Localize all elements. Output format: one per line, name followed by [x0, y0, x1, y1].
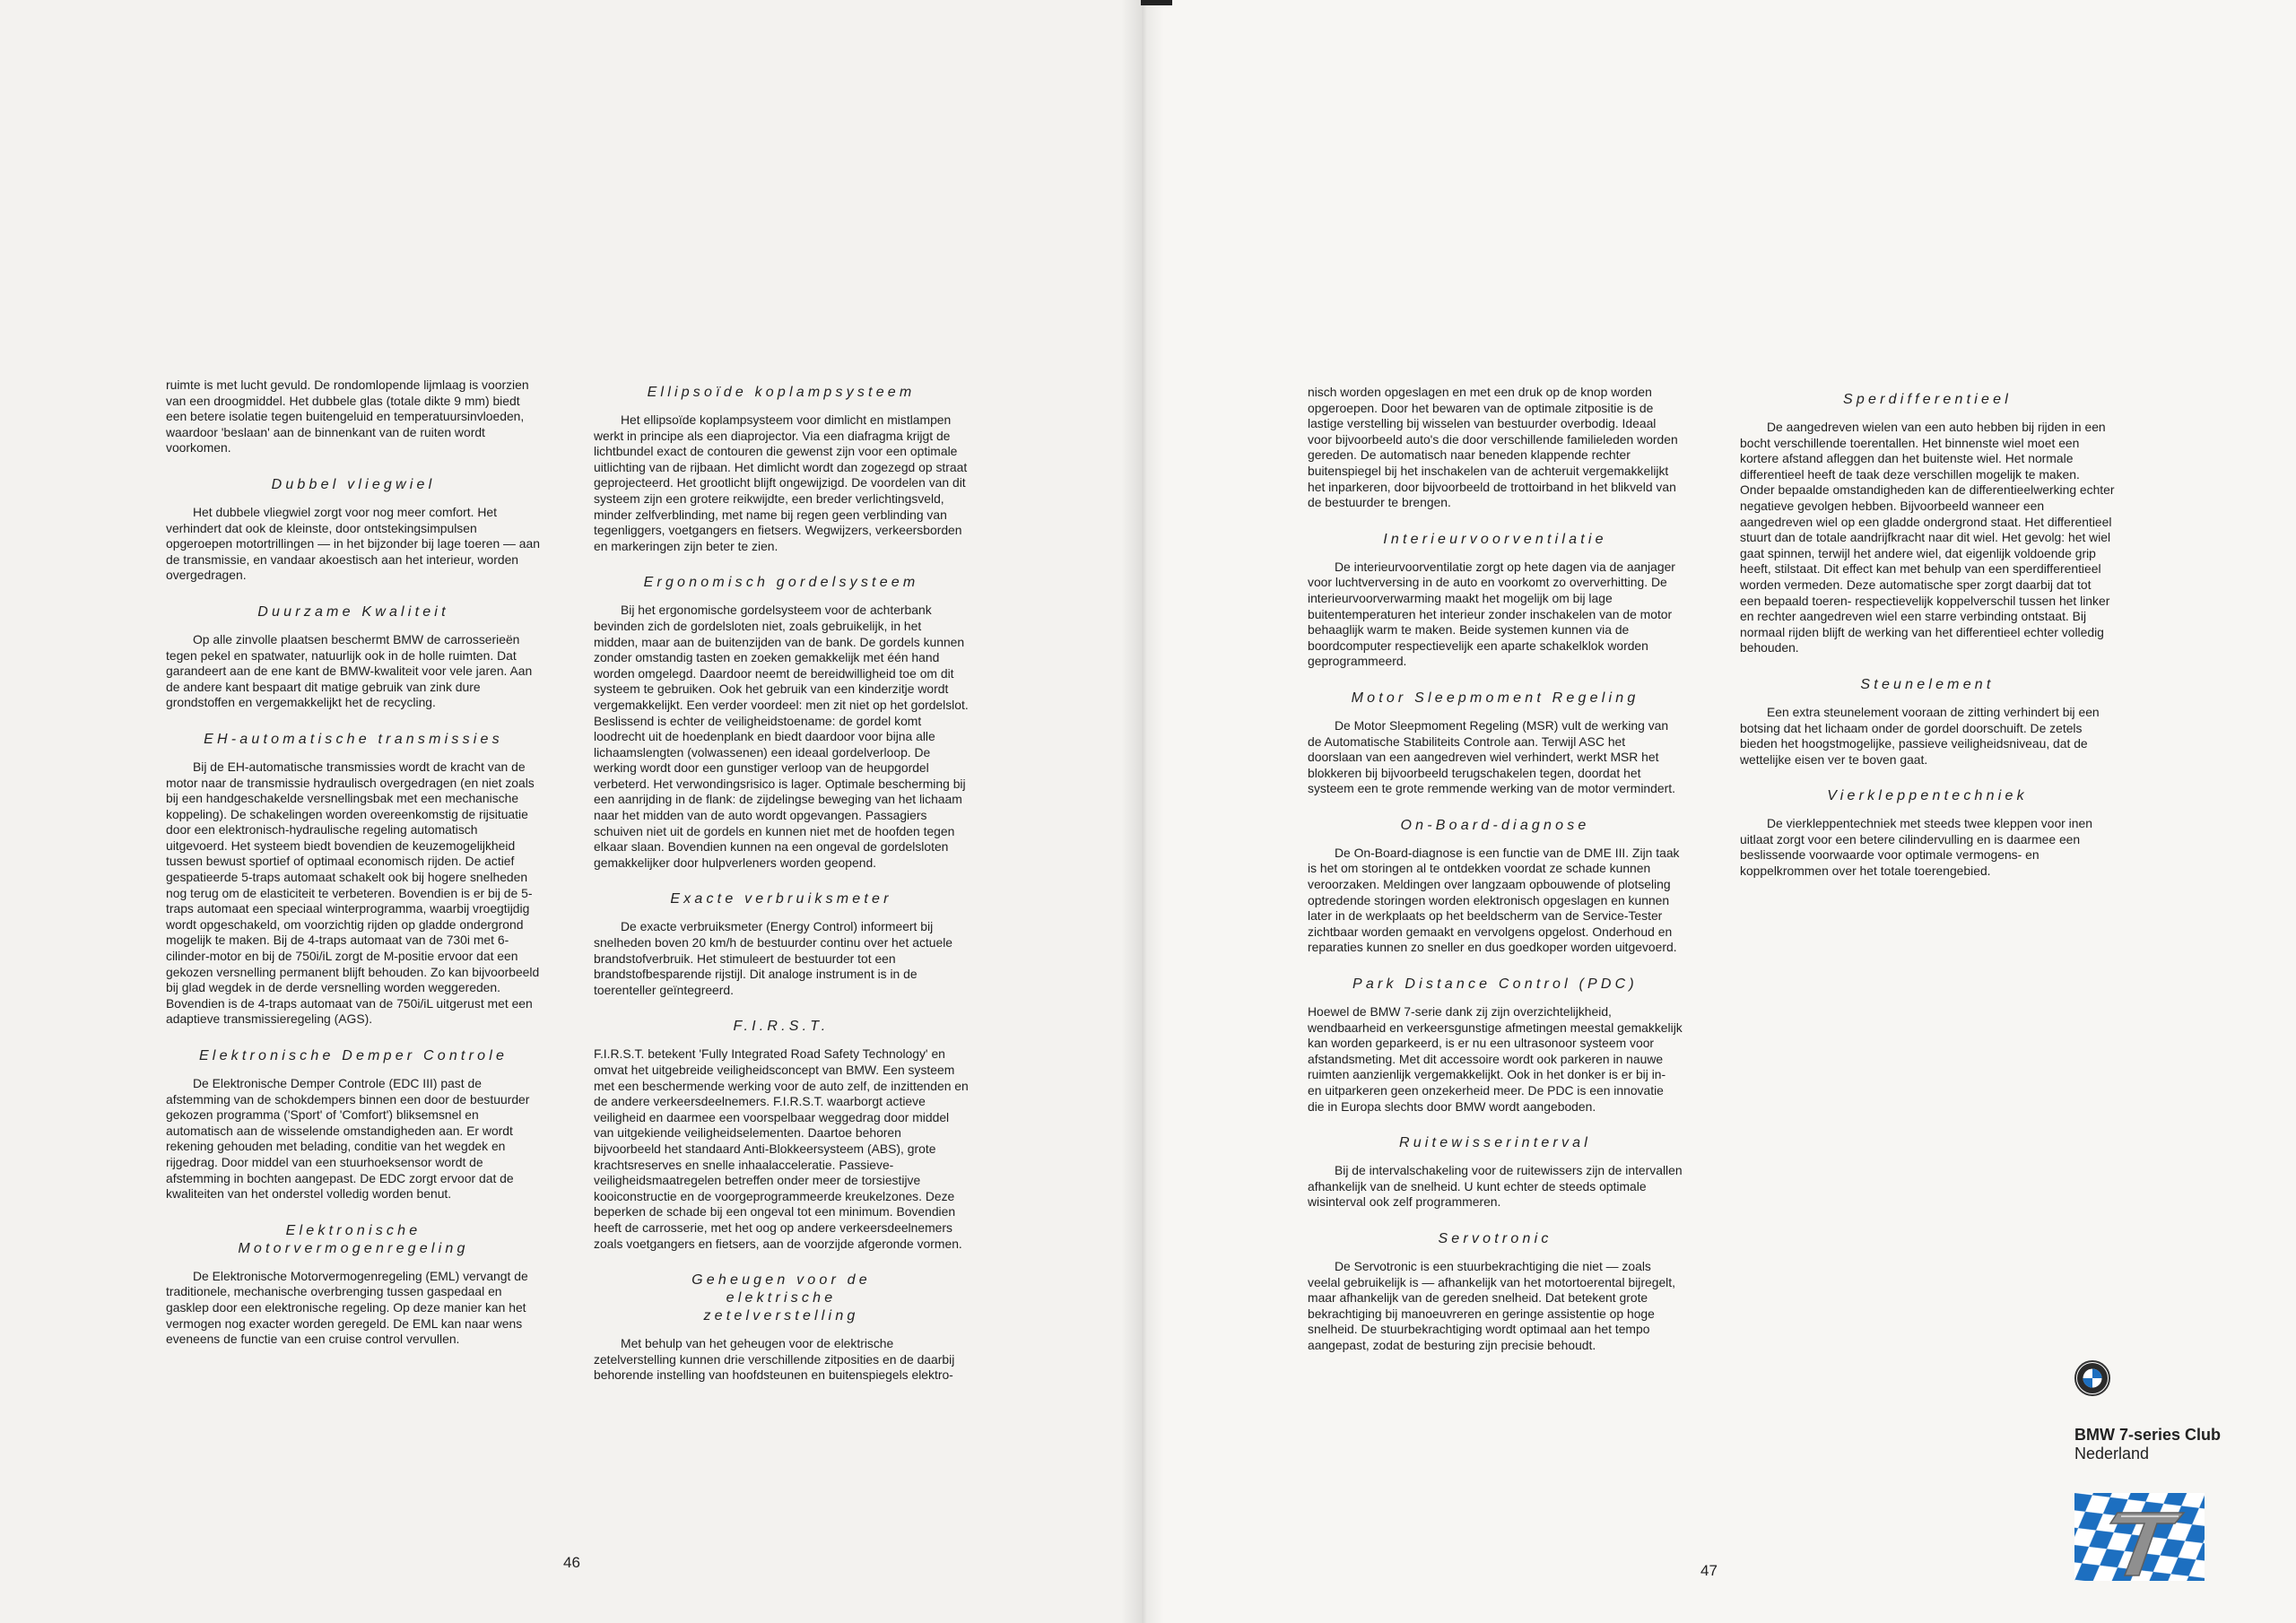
top-edge-strip [1141, 0, 1172, 5]
section-heading: Duurzame Kwaliteit [257, 603, 449, 620]
section [594, 1271, 969, 1384]
section-body: De Motor Sleepmoment Regeling (MSR) vult de werking van de Automatische Stabiliteits Controle aan. Terwijl ASC het doorslaan van een aangedreven wiel verhindert, werkt MSR het blokkeren bij bijvoorbeeld terugschakelen tegen, doordat het systeem een te grote remmende werking van de motor vermindert. [1308, 717, 1675, 796]
section-heading: Servotronic [1438, 1230, 1552, 1246]
section-body: De exacte verbruiksmeter (Energy Control) informeert bij snelheden boven 20 km/h de bestuurder continu over het actuele brandstofverbruik. Het stimuleert de bestuurder tot een brandstofbesparende rijstijl. Dit analoge instrument is in de toerenteller geïntegreerd. [594, 919, 953, 997]
section [1308, 1230, 1683, 1354]
section-body: Bij de EH-automatische transmissies wordt de kracht van de motor naar de transmissie hydraulisch overgedragen (en niet zoals bij een handgeschakelde versnellingsbak met een mechanische koppeling). De schakelingen worden overeenkomstig de rijsituatie door een elektronisch-hydraulische regeling automatisch uitgevoerd. Het systeem biedt bovendien de keuzemogelijkheid tussen bewust sportief of optimaal economisch rijden. De actief gespatieerde 5-traps automaat schakelt ook bij hogere snelheden nog terug om de elasticiteit te verbeteren. Bovendien is er bij de 5-traps automaat een speciaal winterprogramma, waarbij vroegtijdig wordt opgeschakeld, om voorzichtig rijden op gladde ondergrond mogelijk te maken. Bij de 4-traps automaat van de 730i met 6-cilinder-motor en bij de 750i/iL zorgt de M-positie ervoor dat een gekozen versnelling permanent blijft behouden. Zo kan bijvoorbeeld bij glad wegdek in de derde versnelling worden weggereden. Bovendien is de 4-traps automaat van de 750i/iL uitgerust met een adaptieve transmissieregeling (AGS). [166, 759, 540, 1027]
page-number-left: 46 [563, 1554, 580, 1571]
right-page-column-2 [1740, 391, 2115, 880]
section-heading: Elektronische Demper Controle [198, 1048, 509, 1063]
section [1308, 817, 1683, 956]
section-heading: Steunelement [1860, 676, 1995, 692]
page-number-right: 47 [1700, 1562, 1718, 1579]
section-body: Op alle zinvolle plaatsen beschermt BMW de carrosserieën tegen pekel en spatwater, natuurlijk ook in de holle ruimten. Dat garandeert aan de ene kant de BMW-kwaliteit voor vele jaren. Aan de andere kant bespaart dit matige gebruik van zink dure grondstoffen en vergemakkelijkt het de recycling. [166, 631, 533, 710]
section-heading: Vierkleppentechniek [1827, 788, 2028, 804]
section-heading: Motor Sleepmoment Regeling [1351, 690, 1639, 706]
section-heading: On-Board-diagnose [1400, 817, 1590, 833]
club-name-line-2: Nederland [2074, 1445, 2150, 1462]
section [166, 1222, 541, 1348]
section [1308, 1134, 1683, 1211]
section-heading: Ellipsoïde koplampsysteem [647, 385, 916, 400]
section [1740, 787, 2115, 879]
section-heading: Park Distance Control (PDC) [1352, 976, 1638, 993]
section [166, 603, 541, 711]
section [166, 476, 541, 584]
section-body: De Elektronische Demper Controle (EDC III) past de afstemming van de schokdempers binnen een door de bestuurder gekozen programma ('Sport' of 'Comfort') bliksemsnel en automatisch aan de wisselende omstandigheden aan. Er wordt rekening gehouden met belading, conditie van het wegdek en rijgedrag. Door middel van een stuurhoeksensor wordt de afstemming in bochten aangepast. De EDC zorgt ervoor dat de kwaliteiten van het onderstel volledig worden benut. [166, 1076, 530, 1202]
section-heading: Dubbel vliegwiel [271, 476, 436, 492]
section [1740, 391, 2115, 656]
column-intro-paragraph: nisch worden opgeslagen en met een druk op de knop worden opgeroepen. Door het bewaren van de optimale zitpositie is de lastige verstelling bij wisselen van bestuurder overbodig. Ideaal voor bijvoorbeeld auto's die door verschillende familieleden worden gereden. De automatisch naar beneden klappende rechter buitenspiegel bij het inschakelen van de achteruit vergemakkelijkt het inparkeren, door bijvoorbeeld de trottoirband in het blikveld van de bestuurder te brengen. [1308, 385, 1678, 510]
section [166, 1047, 541, 1202]
section-heading: EH-automatische transmissies [204, 731, 503, 747]
club-name [2074, 1426, 2221, 1463]
section-body: Het dubbele vliegwiel zorgt voor nog meer comfort. Het verhindert dat ook de kleinste, door ontstekingsimpulsen opgeroepen motortrillingen — in het bijzonder bij lage toeren — aan de transmissie, en vandaar akoestisch aan het interieur, worden overgedragen. [166, 504, 540, 583]
section [594, 384, 969, 554]
section-heading: F.I.R.S.T. [733, 1019, 830, 1035]
section-body: F.I.R.S.T. betekent 'Fully Integrated Road Safety Technology' en omvat het uitgebreide veiligheidsconcept van BMW. Een systeem met een beschermende werking voor de auto zelf, de inzittenden en de andere verkeersdeelnemers. F.I.R.S.T. waarborgt actieve veiligheid en daarmee een voorspelbaar weggedrag door middel van uitgekiende veiligheidselementen. Daartoe behoren bijvoorbeeld het standaard Anti-Blokkeersysteem (ABS), grote krachtsreserves en snelle inhaalacceleratie. Passieve-veiligheidsmaatregelen betreffen onder meer de torsiestijve kooiconstructie en de voorgeprogrammeerde kreukelzones. Deze beperken de schade bij een ongeval tot een minimum. Bovendien heeft de carrosserie, met het oog op andere verkeersdeelnemers zoals voetgangers en fietsers, aan de voorzijde afgeronde vormen. [594, 1046, 969, 1251]
section-heading: Geheugen voor de elektrische zetelverstelling [691, 1272, 871, 1324]
section [1308, 531, 1683, 670]
section [1308, 690, 1683, 797]
club-name-line-1: BMW 7-series Club [2074, 1426, 2222, 1444]
left-page-column-1 [166, 378, 541, 1348]
section-body: De vierkleppentechniek met steeds twee kleppen voor inen uitlaat zorgt voor een betere cilindervulling en is daarmee een beslissende voorwaarde voor optimale vermogens- en koppelkrommen over het totale toerengebied. [1740, 816, 2092, 879]
section-body: De On-Board-diagnose is een functie van de DME III. Zijn taak is het om storingen al te ontdekken voordat ze schade kunnen veroorzaken. Meldingen over langzaam opbouwende of plotseling optredende storingen worden elektronisch opgeslagen en kunnen later in de werkplaats op het beeldscherm van de Service-Tester zichtbaar worden gemaakt en vervolgens opgelost. Onderhoud en reparaties kunnen zo sneller en dus goedkoper worden uitgevoerd. [1308, 845, 1680, 955]
section-body: De interieurvoorventilatie zorgt op hete dagen via de aanjager voor luchtverversing in de auto en voorkomt zo oververhitting. De interieurvoorverwarming maakt het mogelijk om bij lage buitentemperaturen het interieur zonder inschakelen van de motor behaaglijk warm te maken. Beide systemen kunnen via de boordcomputer respectievelijk een aparte schakelklok worden geprogrammeerd. [1308, 559, 1675, 669]
section [594, 574, 969, 871]
section-body: De Elektronische Motorvermogenregeling (EML) vervangt de traditionele, mechanische overbrenging tussen gaspedaal en gasklep door een elektronische regeling. Op deze manier kan het vermogen nog exacter worden geregeld. De EML kan naar wens eveneens de functie van een cruise control vervullen. [166, 1268, 528, 1347]
section [1740, 676, 2115, 768]
bavarian-flag-7-logo [2074, 1493, 2205, 1581]
section-body: Een extra steunelement vooraan de zitting verhindert bij een botsing dat het lichaam onder de gordel doorschuift. De zetels bieden het hoogstmogelijke, passieve veiligheidsniveau, dat de wettelijke eisen ver te boven gaat. [1740, 704, 2100, 767]
section-body: Bij de intervalschakeling voor de ruitewissers zijn de intervallen afhankelijk van de snelheid. U kunt echter de steeds optimale wisinterval ook zelf programmeren. [1308, 1163, 1683, 1210]
section [594, 1018, 969, 1252]
book-gutter [1121, 0, 1164, 1623]
section-body: De aangedreven wielen van een auto hebben bij rijden in een bocht verschillende toerentallen. Het binnenste wiel moet een kortere afstand afleggen dan het buitenste wiel. Het normale differentieel heeft de taak deze verschillen mogelijk te maken. Onder bepaalde omstandigheden kan de differentieelwerking echter negatieve gevolgen hebben. Bijvoorbeeld wanneer een aangedreven wiel op een gladde ondergrond staat. Het differentieel stuurt dan de totale aandrijfkracht naar dit wiel. Het gevolg: het wiel gaat spinnen, terwijl het andere wiel, dat eigenlijk voldoende grip heeft, stilstaat. Dit effect kan met behulp van een sperdifferentieel worden vermeden. Deze automatische sper zorgt daarbij dat tot een bepaald toeren- respectievelijk koppelverschil tussen het linker en rechter aangedreven wiel een starre verbinding ontstaat. Bij normaal rijden blijft de werking van het differentieel echter volledig behouden. [1740, 420, 2115, 655]
right-page-column-1 [1308, 385, 1683, 1354]
section-body: Met behulp van het geheugen voor de elektrische zetelverstelling kunnen drie verschillende zitposities en de daarbij behorende instelling van hoofdsteunen en buitenspiegels elektro- [594, 1336, 955, 1383]
section-body: De Servotronic is een stuurbekrachtiging die niet — zoals veelal gebruikelijk is — afhankelijk van het motortoerental bijregelt, maar afhankelijk van de gereden snelheid. Dat betekent grote bekrachtiging bij manoeuvreren en geringe assistentie op hoge snelheid. De stuurbekrachtiging wordt optimaal aan het tempo aangepast, zodat de besturing zijn precisie behoudt. [1308, 1258, 1675, 1352]
section-body: Het ellipsoïde koplampsysteem voor dimlicht en mistlampen werkt in principe als een diaprojector. Via een diafragma krijgt de lichtbundel exact de contouren die gewenst zijn voor een optimale uitlichting van de rijbaan. Het dimlicht wordt dan zogezegd op straat geprojecteerd. Het grootlicht blijft ongewijzigd. De voordelen van dit systeem zijn een grotere reikwijdte, een breder verlichtingsveld, minder zelfverblinding, met name bij regen geen verblinding van tegenliggers, voetgangers en fietsers. Wegwijzers, verkeersborden en markeringen zijn beter te zien. [594, 412, 968, 553]
section-body: Hoewel de BMW 7-serie dank zij zijn overzichtelijkheid, wendbaarheid en verkeersgunstige afmetingen meestal gemakkelijk kan worden geparkeerd, is er nu een ultrasonoor systeem voor afstandsmeting. Met dit accessoire wordt ook parkeren in nauwe ruimten aanzienlijk vergemakkelijkt. Ook in het donker is er bij in- en uitparkeren geen onzekerheid meer. De PDC is een innovatie die in Europa slechts door BMW wordt aangeboden. [1308, 1004, 1683, 1114]
bmw-roundel-icon [2074, 1360, 2110, 1396]
section-body: Bij het ergonomische gordelsysteem voor de achterbank bevinden zich de gordelsloten niet, zoals gebruikelijk, in het midden, maar aan de buitenzijden van de bank. De gordels kunnen zonder omstandig tasten en zoeken gemakkelijk met één hand worden omgelegd. Daardoor neemt de bereidwilligheid toe om dit systeem te gebruiken. Ook het gebruik van een kinderzitje wordt vergemakkelijkt. Een verder voordeel: men zit niet op het gordelslot. Beslissend is echter de veiligheidstoename: de gordel komt loodrecht uit de hoedenplank en biedt daardoor voor bijna alle lichaamslengten (volwassenen) een ideaal gordelverloop. De werking wordt door een gunstiger verloop van de heupgordel verbeterd. Het verwondingsrisico is lager. Optimale bescherming bij een aanrijding in de flank: de zijdelingse beweging van het lichaam naar het midden van de auto wordt opgevangen. Passagiers schuiven niet uit de gordels en kunnen niet met de hoofden tegen elkaar slaan. Bovendien kunnen na een ongeval de gordelsloten gemakkelijker door hulpverleners worden geopend. [594, 603, 969, 870]
section [166, 731, 541, 1028]
section [1308, 976, 1683, 1115]
left-page-column-2 [594, 384, 969, 1384]
section-heading: Ergonomisch gordelsysteem [643, 575, 919, 591]
section-heading: Ruitewisserinterval [1398, 1135, 1592, 1151]
section-heading: Sperdifferentieel [1843, 392, 2012, 407]
section-heading: Elektronische Motorvermogenregeling [238, 1222, 469, 1256]
section-heading: Interieurvoorventilatie [1383, 531, 1607, 547]
section [594, 890, 969, 998]
section-heading: Exacte verbruiksmeter [670, 891, 892, 907]
column-intro-paragraph: ruimte is met lucht gevuld. De rondomlopende lijmlaag is voorzien van een droogmiddel. Het dubbele glas (totale dikte 9 mm) biedt een betere isolatie tegen buitengeluid en temperatuursinvloeden, waardoor 'beslaan' aan de binnenkant van de ruiten wordt voorkomen. [166, 378, 529, 456]
